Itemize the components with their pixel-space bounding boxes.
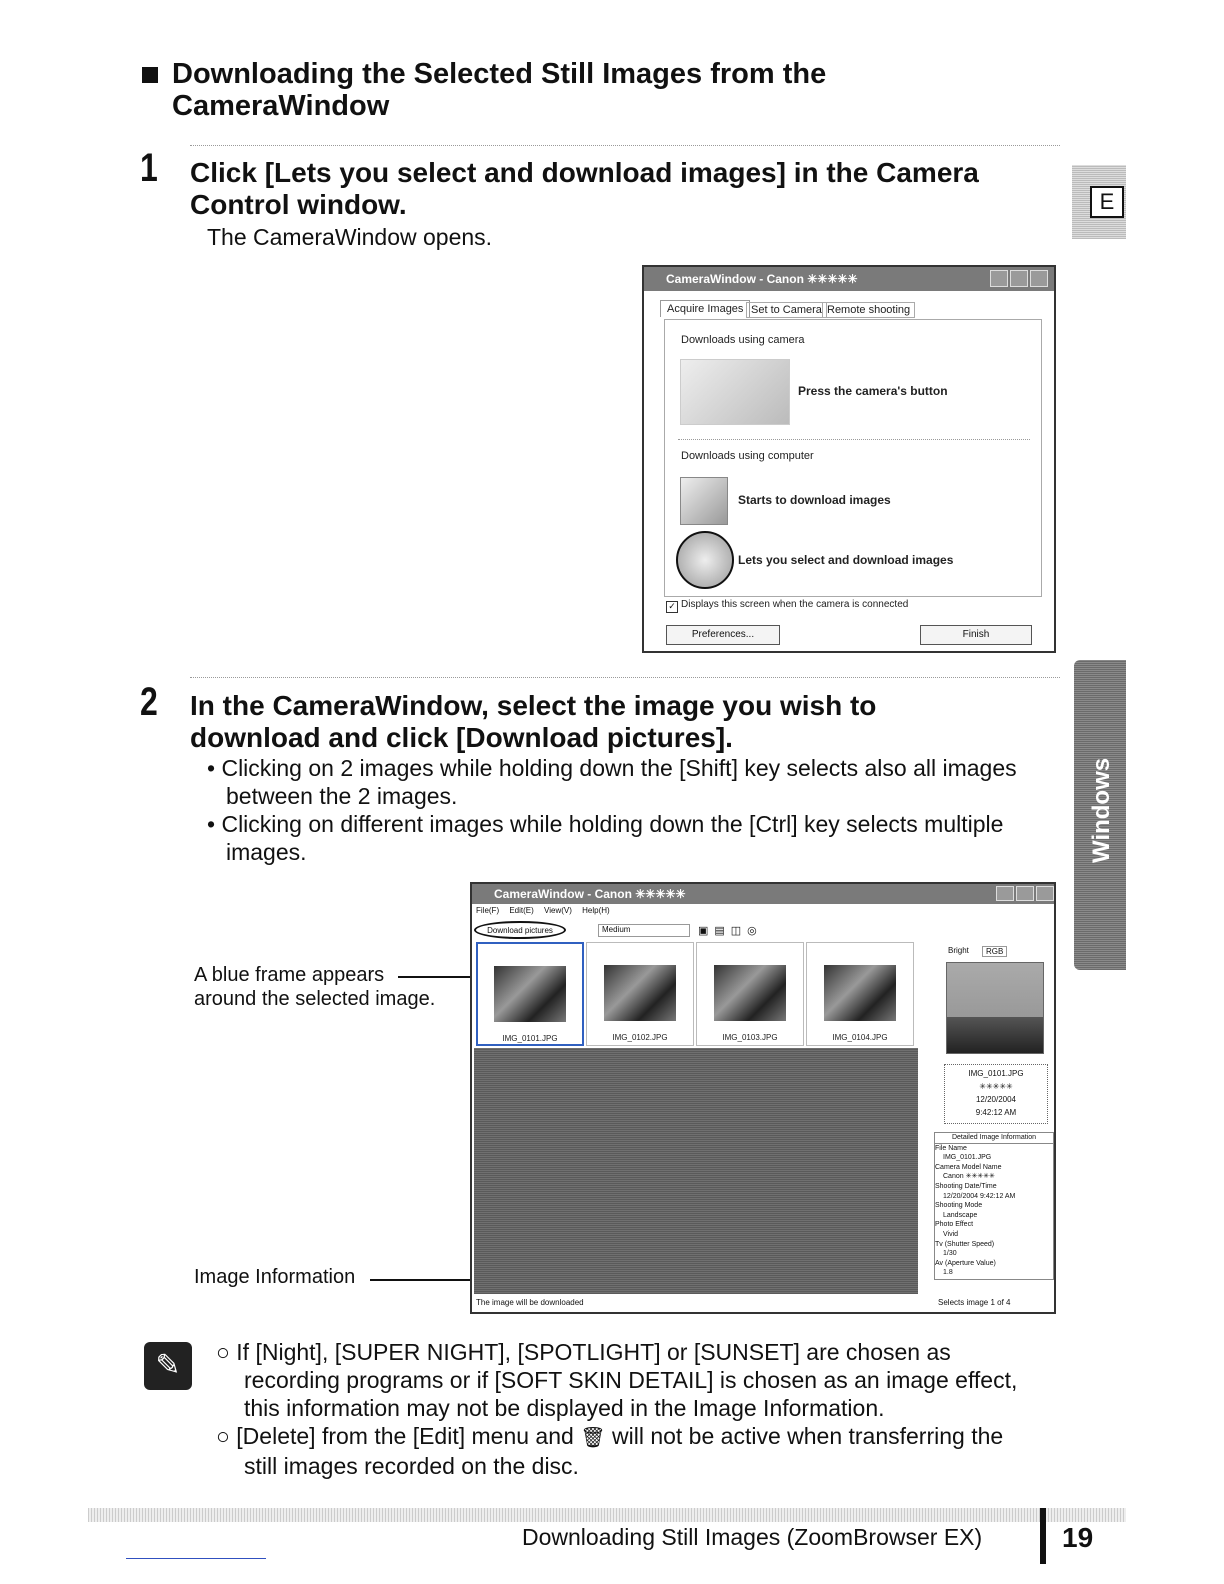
- section-title: [172, 58, 826, 122]
- note-2-line2: still images recorded on the disc.: [244, 1453, 579, 1479]
- toolbar-icons: ▣▤◫◎: [698, 925, 763, 937]
- detail-panel: [934, 1132, 1054, 1280]
- camerawindow-browser: [470, 882, 1056, 1314]
- detail-label: File Name: [935, 1144, 967, 1152]
- menu-edit[interactable]: Edit(E): [509, 906, 534, 915]
- step2-heading-line1: In the CameraWindow, select the image you wish to: [190, 690, 877, 721]
- info-date: 12/20/2004: [975, 1095, 1017, 1104]
- info-time: 9:42:12 AM: [975, 1108, 1017, 1117]
- menu-file[interactable]: File(F): [476, 906, 500, 915]
- image-info-box: [944, 1064, 1048, 1124]
- detail-value: 1/30: [943, 1250, 957, 1258]
- display-checkbox-label: Displays this screen when the camera is connected: [681, 599, 909, 610]
- bullet-1: • Clicking on 2 images while holding down the [Shift] key selects also all images: [207, 755, 1017, 781]
- detail-label: Tv (Shutter Speed): [935, 1240, 995, 1248]
- divider: [190, 145, 1060, 146]
- section-bullet-icon: [142, 67, 158, 83]
- step1-heading-line1: Click [Lets you select and download images] in the Camera: [190, 157, 979, 188]
- thumbnail-2-name: IMG_0102.JPG: [612, 1033, 668, 1042]
- minimize-button[interactable]: [996, 886, 1014, 901]
- window-titlebar: [472, 884, 1054, 904]
- close-button[interactable]: [1030, 270, 1048, 287]
- step1-number: 1: [140, 146, 158, 190]
- footer-underline: [126, 1558, 266, 1559]
- step1-heading-line2: Control window.: [190, 189, 407, 220]
- notes: [216, 1338, 1076, 1480]
- thumbnail-3-image: [714, 965, 786, 1021]
- minimize-button[interactable]: [990, 270, 1008, 287]
- info-model: ✳✳✳✳✳: [979, 1082, 1013, 1091]
- detail-value: Vivid: [943, 1230, 959, 1238]
- section-computer-label: Downloads using computer: [681, 450, 814, 462]
- callout-blue-frame-line2: around the selected image.: [194, 988, 436, 1010]
- window-titlebar: [644, 267, 1054, 291]
- note-1-line3: this information may not be displayed in the Image Information.: [244, 1395, 885, 1421]
- detail-title: Detailed Image Information: [935, 1133, 1053, 1144]
- note-2: ○ [Delete] from the [Edit] menu and 🗑 will not be active when transferring the: [216, 1423, 1004, 1449]
- thumbnail-4-name: IMG_0104.JPG: [832, 1033, 888, 1042]
- window-title: CameraWindow - Canon ✳✳✳✳✳: [666, 272, 858, 286]
- press-camera-button-label: Press the camera's button: [798, 384, 948, 398]
- histogram: [946, 962, 1044, 1054]
- detail-value: Canon ✳✳✳✳✳: [943, 1173, 995, 1181]
- histogram-tab-rgb[interactable]: RGB: [982, 946, 1007, 957]
- step2-heading: [190, 690, 1060, 754]
- thumbnail-4[interactable]: [806, 942, 914, 1046]
- section-title-line2: CameraWindow: [172, 90, 390, 122]
- thumbnail-3-name: IMG_0103.JPG: [722, 1033, 778, 1042]
- thumbnail-1[interactable]: [476, 942, 584, 1046]
- detail-label: Camera Model Name: [935, 1163, 1002, 1171]
- callout-image-info: Image Information: [194, 1266, 356, 1288]
- window-title: CameraWindow - Canon ✳✳✳✳✳: [494, 887, 686, 901]
- delete-icon: 🗑: [580, 1427, 606, 1449]
- footer-title: Downloading Still Images (ZoomBrowser EX): [522, 1524, 983, 1550]
- notes-pencil-icon: ✎: [144, 1342, 192, 1390]
- thumbnail-2[interactable]: [586, 942, 694, 1046]
- detail-value: IMG_0101.JPG: [943, 1154, 992, 1162]
- step2-number: 2: [140, 680, 158, 724]
- tab-acquire-images[interactable]: Acquire Images: [660, 300, 750, 317]
- detail-label: Shooting Mode: [935, 1202, 983, 1210]
- detail-value: Landscape: [943, 1211, 978, 1219]
- page-number: 19: [1062, 1522, 1094, 1553]
- step2-heading-line2: download and click [Download pictures].: [190, 722, 733, 753]
- select-download-icon[interactable]: [676, 531, 734, 589]
- close-button[interactable]: [1036, 886, 1054, 901]
- step1-heading: [190, 157, 1060, 221]
- detail-label: Photo Effect: [935, 1221, 974, 1229]
- menu-help[interactable]: Help(H): [582, 906, 610, 915]
- tab-set-to-camera[interactable]: Set to Camera: [746, 302, 827, 318]
- status-right: Selects image 1 of 4: [938, 1298, 1011, 1307]
- footer-band: [88, 1508, 1126, 1522]
- note-1: ○ If [Night], [SUPER NIGHT], [SPOTLIGHT] or [SUNSET] are chosen as: [216, 1339, 951, 1365]
- detail-label: Shooting Date/Time: [935, 1182, 997, 1190]
- tab-remote-shooting[interactable]: Remote shooting: [822, 302, 915, 318]
- detail-label: Av (Aperture Value): [935, 1259, 996, 1267]
- footer-bar: [1040, 1508, 1046, 1564]
- thumbnail-1-image: [494, 966, 566, 1022]
- histogram-tab-bright[interactable]: Bright: [948, 946, 969, 955]
- thumbnail-3[interactable]: [696, 942, 804, 1046]
- bullet-2-cont: images.: [226, 839, 307, 865]
- download-pictures-button[interactable]: Download pictures: [474, 921, 566, 939]
- status-left: The image will be downloaded: [476, 1298, 584, 1307]
- camera-control-window: [642, 265, 1056, 653]
- menu-bar: [476, 906, 610, 915]
- side-tab-windows-label: Windows: [1088, 757, 1115, 863]
- menu-view[interactable]: View(V): [544, 906, 572, 915]
- size-select[interactable]: Medium: [598, 924, 690, 937]
- detail-value: 12/20/2004 9:42:12 AM: [943, 1192, 1016, 1200]
- finish-button[interactable]: Finish: [920, 625, 1032, 645]
- callout-blue-frame-line1: A blue frame appears: [194, 964, 385, 986]
- bullet-2: • Clicking on different images while holding down the [Ctrl] key selects multiple: [207, 811, 1004, 837]
- camera-download-icon: [680, 359, 790, 425]
- display-checkbox[interactable]: ✓: [666, 601, 678, 613]
- bullet-1-cont: between the 2 images.: [226, 783, 458, 809]
- step1-note: The CameraWindow opens.: [207, 224, 493, 250]
- starts-download-label[interactable]: Starts to download images: [738, 493, 891, 507]
- preferences-button[interactable]: Preferences...: [666, 625, 780, 645]
- maximize-button[interactable]: [1016, 886, 1034, 901]
- panel-divider: [678, 439, 1030, 440]
- step2-bullets: [207, 754, 1067, 866]
- side-tab-e: E: [1090, 186, 1124, 218]
- maximize-button[interactable]: [1010, 270, 1028, 287]
- section-title-line1: Downloading the Selected Still Images from the: [172, 58, 827, 90]
- info-filename: IMG_0101.JPG: [968, 1069, 1024, 1078]
- thumbnail-1-name: IMG_0101.JPG: [502, 1034, 558, 1043]
- divider: [190, 677, 1060, 678]
- thumbnail-4-image: [824, 965, 896, 1021]
- thumbnail-2-image: [604, 965, 676, 1021]
- callout-blue-frame: [194, 963, 435, 1011]
- select-download-label[interactable]: Lets you select and download images: [738, 553, 954, 567]
- section-camera-label: Downloads using camera: [681, 334, 805, 346]
- note-1-line2: recording programs or if [SOFT SKIN DETAIL] is chosen as an image effect,: [244, 1367, 1018, 1393]
- starts-download-icon[interactable]: [680, 477, 728, 525]
- detail-value: 1.8: [943, 1269, 953, 1277]
